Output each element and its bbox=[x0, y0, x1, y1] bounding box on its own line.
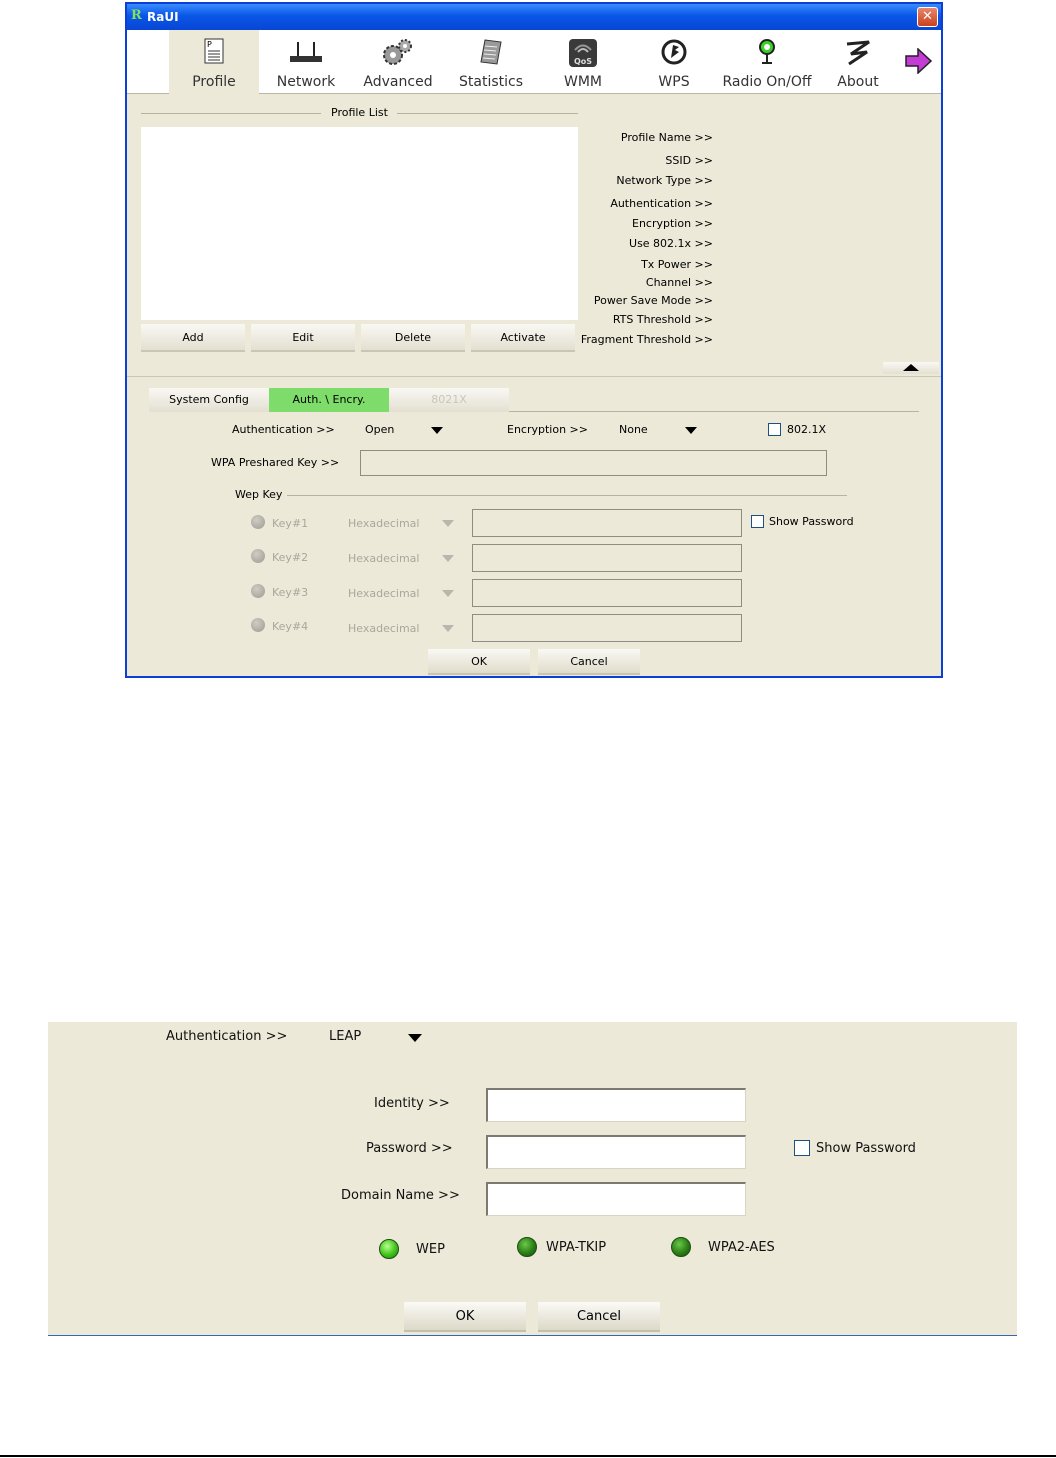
profile-list-rule-right bbox=[397, 113, 578, 114]
show-password-checkbox[interactable] bbox=[751, 515, 764, 528]
toolbar-wmm-label: WMM bbox=[563, 74, 602, 90]
key3-format[interactable]: Hexadecimal bbox=[348, 587, 420, 600]
auth-select-value: Open bbox=[365, 423, 395, 436]
toolbar-wps[interactable] bbox=[629, 30, 719, 94]
window-title: RaUI bbox=[147, 10, 179, 24]
key2-format[interactable]: Hexadecimal bbox=[348, 552, 420, 565]
leap-show-password-checkbox[interactable] bbox=[794, 1140, 810, 1156]
chevron-down-icon bbox=[431, 427, 443, 434]
toolbar-network[interactable] bbox=[263, 30, 349, 94]
leap-auth-select[interactable] bbox=[323, 1024, 433, 1050]
key2-input[interactable] bbox=[472, 544, 742, 572]
activate-button[interactable]: Activate bbox=[471, 324, 575, 352]
profile-list[interactable] bbox=[141, 127, 578, 320]
title-bar bbox=[127, 4, 941, 30]
profile-list-title: Profile List bbox=[331, 106, 388, 119]
advanced-icon bbox=[381, 38, 415, 66]
svg-text:P: P bbox=[207, 40, 212, 49]
toolbar-advanced-label: Advanced bbox=[363, 74, 433, 90]
password-input[interactable] bbox=[486, 1135, 746, 1169]
profile-list-rule-left bbox=[141, 113, 321, 114]
tab-auth-encry[interactable]: Auth. \ Encry. bbox=[269, 388, 389, 412]
wep-key-rule bbox=[287, 495, 847, 496]
toolbar-statistics[interactable] bbox=[447, 30, 535, 94]
wpa2-aes-led-icon bbox=[671, 1237, 691, 1257]
encryption-select-value: None bbox=[619, 423, 648, 436]
auth-label: Authentication >> bbox=[232, 423, 335, 436]
tx-power-label: Tx Power >> bbox=[641, 258, 713, 271]
wpa2-aes-label: WPA2-AES bbox=[708, 1240, 775, 1255]
chevron-down-icon bbox=[408, 1034, 422, 1042]
chevron-down-icon bbox=[442, 520, 454, 527]
key1-format[interactable]: Hexadecimal bbox=[348, 517, 420, 530]
toolbar-about[interactable] bbox=[821, 30, 895, 94]
toolbar bbox=[127, 30, 941, 94]
chevron-down-icon bbox=[685, 427, 697, 434]
chevron-up-icon bbox=[903, 364, 919, 371]
wpa-tkip-led-icon bbox=[517, 1237, 537, 1257]
page-bottom-rule bbox=[0, 1455, 1056, 1457]
key4-format[interactable]: Hexadecimal bbox=[348, 622, 420, 635]
key3-input[interactable] bbox=[472, 579, 742, 607]
identity-label: Identity >> bbox=[374, 1096, 450, 1111]
section-divider bbox=[127, 376, 941, 377]
chevron-down-icon bbox=[442, 625, 454, 632]
key1-label: Key#1 bbox=[272, 517, 309, 530]
cancel-button[interactable]: Cancel bbox=[538, 649, 640, 675]
radio-icon bbox=[757, 38, 777, 66]
toolbar-profile[interactable] bbox=[169, 30, 259, 94]
leap-ok-button[interactable]: OK bbox=[404, 1302, 526, 1332]
leap-auth-value: LEAP bbox=[329, 1029, 362, 1044]
fragment-threshold-label: Fragment Threshold >> bbox=[580, 333, 713, 346]
ssid-label: SSID >> bbox=[665, 154, 713, 167]
profile-name-label: Profile Name >> bbox=[620, 131, 713, 144]
leap-cancel-button[interactable]: Cancel bbox=[538, 1302, 660, 1332]
toolbar-network-label: Network bbox=[276, 74, 336, 90]
enc-label: Encryption >> bbox=[507, 423, 588, 436]
statistics-icon bbox=[479, 38, 503, 66]
leap-panel bbox=[48, 1022, 1017, 1336]
toolbar-about-label: About bbox=[837, 74, 879, 90]
ok-button[interactable]: OK bbox=[428, 649, 530, 675]
profile-icon bbox=[204, 38, 224, 64]
tab-8021x[interactable]: 8021X bbox=[389, 388, 509, 412]
wep-label: WEP bbox=[416, 1242, 445, 1257]
password-label: Password >> bbox=[366, 1141, 453, 1156]
close-icon: ✕ bbox=[922, 9, 933, 24]
identity-input[interactable] bbox=[486, 1088, 746, 1122]
toolbar-next-button[interactable] bbox=[899, 30, 937, 94]
edit-button[interactable]: Edit bbox=[251, 324, 355, 352]
svg-text:QoS: QoS bbox=[574, 57, 593, 66]
chevron-down-icon bbox=[442, 555, 454, 562]
toolbar-wps-label: WPS bbox=[658, 74, 690, 90]
network-icon bbox=[288, 38, 324, 64]
use-8021x-label: Use 802.1x >> bbox=[629, 237, 713, 250]
chevron-down-icon bbox=[442, 590, 454, 597]
key4-input[interactable] bbox=[472, 614, 742, 642]
toolbar-statistics-label: Statistics bbox=[459, 74, 523, 90]
toolbar-radio[interactable] bbox=[717, 30, 817, 94]
key1-radio[interactable] bbox=[251, 515, 265, 529]
tab-strip-rule bbox=[509, 411, 919, 412]
rts-threshold-label: RTS Threshold >> bbox=[612, 313, 713, 326]
close-button[interactable] bbox=[917, 7, 938, 27]
wpa-tkip-label: WPA-TKIP bbox=[546, 1240, 607, 1255]
wep-led-icon bbox=[379, 1239, 399, 1259]
toolbar-profile-label: Profile bbox=[192, 74, 236, 90]
arrow-right-icon bbox=[904, 48, 932, 74]
collapse-button[interactable] bbox=[883, 362, 939, 374]
key1-input[interactable] bbox=[472, 509, 742, 537]
raui-window bbox=[125, 2, 943, 678]
channel-label: Channel >> bbox=[645, 276, 713, 289]
wpa-key-label: WPA Preshared Key >> bbox=[211, 456, 340, 469]
power-save-mode-label: Power Save Mode >> bbox=[593, 294, 713, 307]
domain-name-label: Domain Name >> bbox=[341, 1188, 460, 1203]
show-password-label: Show Password bbox=[769, 515, 854, 528]
toolbar-wmm[interactable] bbox=[541, 30, 625, 94]
delete-button[interactable]: Delete bbox=[361, 324, 465, 352]
encryption-label: Encryption >> bbox=[632, 217, 713, 230]
leap-show-password-label: Show Password bbox=[816, 1141, 916, 1156]
dot1x-label: 802.1X bbox=[787, 423, 827, 436]
encryption-select[interactable] bbox=[613, 418, 703, 440]
domain-name-input[interactable] bbox=[486, 1182, 746, 1216]
wmm-icon bbox=[568, 38, 598, 68]
wps-icon bbox=[660, 38, 688, 66]
toolbar-radio-label: Radio On/Off bbox=[722, 74, 812, 90]
app-logo: R bbox=[131, 8, 142, 23]
key2-label: Key#2 bbox=[272, 551, 309, 564]
network-type-label: Network Type >> bbox=[616, 174, 713, 187]
authentication-label: Authentication >> bbox=[610, 197, 713, 210]
about-icon bbox=[843, 38, 873, 66]
wpa-key-input[interactable] bbox=[360, 450, 827, 476]
toolbar-advanced[interactable] bbox=[353, 30, 443, 94]
key2-radio[interactable] bbox=[251, 549, 265, 563]
key4-radio[interactable] bbox=[251, 618, 265, 632]
leap-auth-label: Authentication >> bbox=[166, 1029, 288, 1044]
tab-system-config[interactable]: System Config bbox=[149, 388, 269, 412]
key4-label: Key#4 bbox=[272, 620, 309, 633]
wep-key-title: Wep Key bbox=[235, 488, 283, 501]
add-button[interactable]: Add bbox=[141, 324, 245, 352]
key3-radio[interactable] bbox=[251, 584, 265, 598]
auth-select[interactable] bbox=[359, 418, 449, 440]
key3-label: Key#3 bbox=[272, 586, 309, 599]
dot1x-checkbox[interactable] bbox=[768, 423, 781, 436]
